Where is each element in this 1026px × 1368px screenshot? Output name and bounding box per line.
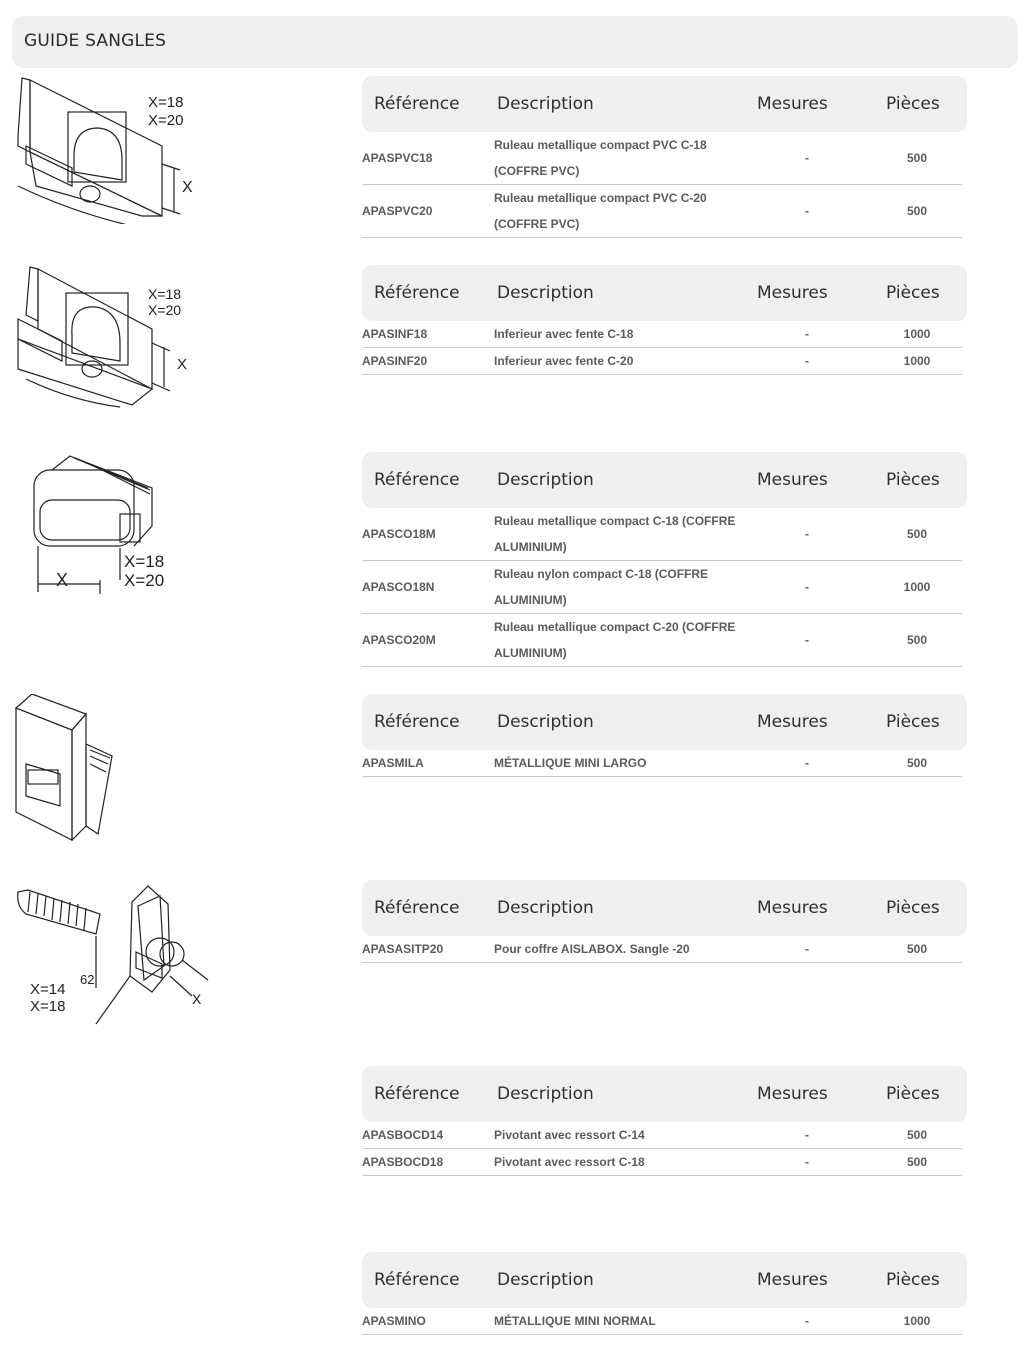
cell-reference: APASINF20 (362, 354, 428, 368)
cell-description: Pour coffre AISLABOX. Sangle -20 (494, 942, 690, 956)
product-illustration-2 (12, 265, 194, 415)
product-table-6 (362, 1066, 962, 1176)
header-pieces: Pièces (886, 898, 940, 918)
table-row (362, 508, 962, 561)
cell-mesures: - (805, 204, 809, 218)
table-row (362, 1149, 962, 1176)
cell-description: Ruleau metallique compact C-18 (COFFRE ALUMINIUM) (494, 514, 736, 554)
header-pieces: Pièces (886, 1270, 940, 1290)
dimension-label: X (177, 356, 188, 373)
cell-reference: APASASITP20 (362, 942, 444, 956)
dimension-label: X=20 (148, 112, 184, 129)
header-reference: Référence (374, 1270, 460, 1290)
dimension-label: X=18 (30, 998, 66, 1015)
cell-mesures: - (805, 327, 809, 341)
cell-pieces: 500 (906, 633, 928, 647)
cell-mesures: - (805, 354, 809, 368)
header-reference: Référence (374, 470, 460, 490)
cell-description: MÉTALLIQUE MINI LARGO (494, 756, 647, 770)
dimension-label: X=18 (148, 286, 182, 302)
header-description: Description (497, 283, 594, 303)
cell-reference: APASCO18N (362, 580, 435, 594)
header-pieces: Pièces (886, 712, 940, 732)
dimension-label: X=18 (148, 94, 184, 111)
product-table-1 (362, 76, 962, 238)
product-table-7 (362, 1252, 962, 1335)
cell-pieces: 1000 (903, 580, 931, 594)
cell-description: Ruleau nylon compact C-18 (COFFRE ALUMINIUM) (494, 567, 709, 607)
header-reference: Référence (374, 898, 460, 918)
table-row (362, 321, 962, 348)
header-mesures: Mesures (757, 898, 828, 918)
cell-reference: APASMINO (362, 1314, 426, 1328)
cell-mesures: - (805, 151, 809, 165)
cell-reference: APASCO18M (362, 527, 436, 541)
cell-mesures: - (805, 1155, 809, 1169)
header-pieces: Pièces (886, 1084, 940, 1104)
header-mesures: Mesures (757, 1270, 828, 1290)
product-table-2 (362, 265, 962, 375)
table-header (362, 694, 967, 750)
dimension-label: X (56, 570, 69, 590)
header-reference: Référence (374, 94, 460, 114)
page-title: GUIDE SANGLES (24, 31, 167, 51)
header-mesures: Mesures (757, 470, 828, 490)
product-illustration-3 (12, 452, 176, 600)
header-reference: Référence (374, 712, 460, 732)
cell-reference: APASBOCD14 (362, 1128, 444, 1142)
cell-description: Ruleau metallique compact PVC C-18 (COFFRE PVC) (494, 138, 707, 178)
dimension-label: X=14 (30, 981, 66, 998)
header-description: Description (497, 470, 594, 490)
header-pieces: Pièces (886, 283, 940, 303)
cell-pieces: 500 (906, 942, 928, 956)
header-mesures: Mesures (757, 94, 828, 114)
cell-mesures: - (805, 580, 809, 594)
cell-reference: APASCO20M (362, 633, 436, 647)
cell-pieces: 1000 (903, 354, 931, 368)
table-row (362, 132, 962, 185)
cell-reference: APASMILA (362, 756, 424, 770)
cell-description: MÉTALLIQUE MINI NORMAL (494, 1314, 656, 1328)
table-header (362, 76, 967, 132)
table-row (362, 1122, 962, 1149)
header-description: Description (497, 712, 594, 732)
cell-description: Inferieur avec fente C-20 (494, 354, 634, 368)
cell-pieces: 500 (906, 151, 928, 165)
product-table-4 (362, 694, 962, 777)
product-illustration-1 (12, 76, 202, 224)
table-row (362, 750, 962, 777)
dimension-label: X=18 (124, 552, 165, 571)
cell-description: Ruleau metallique compact PVC C-20 (COFFRE PVC) (494, 191, 707, 231)
cell-pieces: 1000 (903, 1314, 931, 1328)
cell-mesures: - (805, 633, 809, 647)
table-header (362, 880, 967, 936)
cell-pieces: 1000 (903, 327, 931, 341)
cell-reference: APASPVC18 (362, 151, 433, 165)
cell-pieces: 500 (906, 756, 928, 770)
cell-pieces: 500 (906, 1155, 928, 1169)
header-reference: Référence (374, 1084, 460, 1104)
product-table-3 (362, 452, 962, 667)
cell-pieces: 500 (906, 1128, 928, 1142)
table-header (362, 452, 967, 508)
header-mesures: Mesures (757, 712, 828, 732)
product-illustration-5 (12, 880, 212, 1028)
cell-description: Inferieur avec fente C-18 (494, 327, 634, 341)
table-row (362, 936, 962, 963)
cell-mesures: - (805, 942, 809, 956)
cell-reference: APASBOCD18 (362, 1155, 444, 1169)
dimension-label: X (182, 179, 193, 196)
table-header (362, 1252, 967, 1308)
table-row (362, 1308, 962, 1335)
cell-reference: APASINF18 (362, 327, 428, 341)
header-description: Description (497, 898, 594, 918)
header-mesures: Mesures (757, 283, 828, 303)
table-header (362, 1066, 967, 1122)
header-pieces: Pièces (886, 94, 940, 114)
table-row (362, 185, 962, 238)
table-row (362, 561, 962, 614)
cell-mesures: - (805, 1314, 809, 1328)
table-row (362, 614, 962, 667)
header-mesures: Mesures (757, 1084, 828, 1104)
cell-description: Pivotant avec ressort C-14 (494, 1128, 645, 1142)
header-description: Description (497, 1084, 594, 1104)
product-illustration-4 (12, 694, 116, 844)
product-table-5 (362, 880, 962, 963)
cell-description: Ruleau metallique compact C-20 (COFFRE ALUMINIUM) (494, 620, 736, 660)
cell-reference: APASPVC20 (362, 204, 433, 218)
cell-mesures: - (805, 756, 809, 770)
cell-pieces: 500 (906, 527, 928, 541)
dimension-label: 62 (80, 972, 95, 987)
dimension-label: X=20 (124, 571, 165, 590)
dimension-label: X (192, 991, 202, 1007)
header-reference: Référence (374, 283, 460, 303)
table-header (362, 265, 967, 321)
dimension-label: X=20 (148, 302, 182, 318)
header-description: Description (497, 94, 594, 114)
table-row (362, 348, 962, 375)
header-pieces: Pièces (886, 470, 940, 490)
title-banner (12, 16, 1018, 68)
header-description: Description (497, 1270, 594, 1290)
cell-mesures: - (805, 527, 809, 541)
cell-mesures: - (805, 1128, 809, 1142)
cell-description: Pivotant avec ressort C-18 (494, 1155, 645, 1169)
cell-pieces: 500 (906, 204, 928, 218)
